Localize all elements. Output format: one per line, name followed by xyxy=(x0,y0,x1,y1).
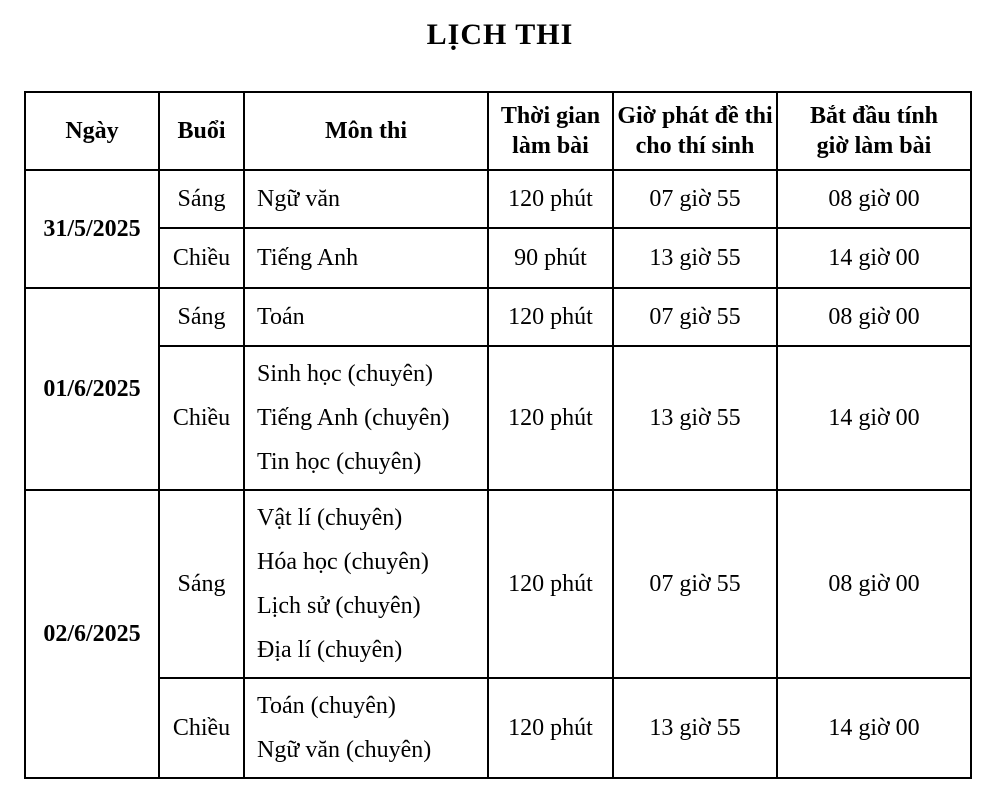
header-session: Buổi xyxy=(159,92,244,170)
duration-cell: 120 phút xyxy=(488,490,613,678)
subject-cell xyxy=(244,288,488,346)
distribution-time-cell: 13 giờ 55 xyxy=(613,678,777,778)
header-start-line-2: giờ làm bài xyxy=(816,133,932,159)
header-start xyxy=(777,92,971,170)
table-row xyxy=(25,170,971,228)
distribution-time-cell: 07 giờ 55 xyxy=(613,288,777,346)
header-subject: Môn thi xyxy=(244,92,488,170)
table-row xyxy=(25,678,971,778)
date-cell: 31/5/2025 xyxy=(25,170,159,288)
session-cell: Sáng xyxy=(159,288,244,346)
subject-item: Địa lí (chuyên) xyxy=(257,637,403,663)
subject-item: Toán xyxy=(257,304,305,330)
session-cell: Chiều xyxy=(159,228,244,288)
duration-cell: 90 phút xyxy=(488,228,613,288)
header-row xyxy=(25,92,971,170)
session-cell: Sáng xyxy=(159,170,244,228)
start-time-cell: 14 giờ 00 xyxy=(777,228,971,288)
duration-cell: 120 phút xyxy=(488,170,613,228)
start-time-cell: 08 giờ 00 xyxy=(777,490,971,678)
subject-item: Vật lí (chuyên) xyxy=(257,505,403,531)
page-title: LỊCH THI xyxy=(426,18,574,51)
distribution-time-cell: 13 giờ 55 xyxy=(613,346,777,490)
start-time-cell: 08 giờ 00 xyxy=(777,170,971,228)
subject-cell xyxy=(244,228,488,288)
exam-schedule-table xyxy=(24,91,972,779)
subject-item: Ngữ văn (chuyên) xyxy=(257,737,432,763)
date-cell: 01/6/2025 xyxy=(25,288,159,490)
subject-cell xyxy=(244,490,488,678)
subject-item: Toán (chuyên) xyxy=(257,693,396,719)
session-cell: Chiều xyxy=(159,678,244,778)
subject-item: Ngữ văn xyxy=(257,186,340,212)
table-row xyxy=(25,346,971,490)
duration-cell: 120 phút xyxy=(488,346,613,490)
subject-item: Sinh học (chuyên) xyxy=(257,361,433,387)
table-row xyxy=(25,288,971,346)
subject-item: Lịch sử (chuyên) xyxy=(257,593,421,619)
session-cell: Sáng xyxy=(159,490,244,678)
start-time-cell: 08 giờ 00 xyxy=(777,288,971,346)
subject-item: Tin học (chuyên) xyxy=(257,449,422,475)
header-distribution xyxy=(613,92,777,170)
header-distribution-line-2: cho thí sinh xyxy=(635,133,755,159)
distribution-time-cell: 07 giờ 55 xyxy=(613,490,777,678)
session-cell: Chiều xyxy=(159,346,244,490)
header-duration xyxy=(488,92,613,170)
distribution-time-cell: 07 giờ 55 xyxy=(613,170,777,228)
subject-item: Hóa học (chuyên) xyxy=(257,549,429,575)
subject-item: Tiếng Anh xyxy=(257,245,359,271)
header-duration-line-1: Thời gian xyxy=(500,103,601,129)
distribution-time-cell: 13 giờ 55 xyxy=(613,228,777,288)
subject-cell xyxy=(244,346,488,490)
subject-cell xyxy=(244,678,488,778)
date-cell: 02/6/2025 xyxy=(25,490,159,778)
table-row xyxy=(25,228,971,288)
header-distribution-line-1: Giờ phát đề thi xyxy=(617,103,773,129)
header-start-line-1: Bắt đầu tính xyxy=(809,103,939,129)
subject-cell xyxy=(244,170,488,228)
duration-cell: 120 phút xyxy=(488,288,613,346)
start-time-cell: 14 giờ 00 xyxy=(777,346,971,490)
header-duration-line-2: làm bài xyxy=(512,133,589,159)
duration-cell: 120 phút xyxy=(488,678,613,778)
header-date: Ngày xyxy=(25,92,159,170)
table-row xyxy=(25,490,971,678)
subject-item: Tiếng Anh (chuyên) xyxy=(257,405,450,431)
start-time-cell: 14 giờ 00 xyxy=(777,678,971,778)
